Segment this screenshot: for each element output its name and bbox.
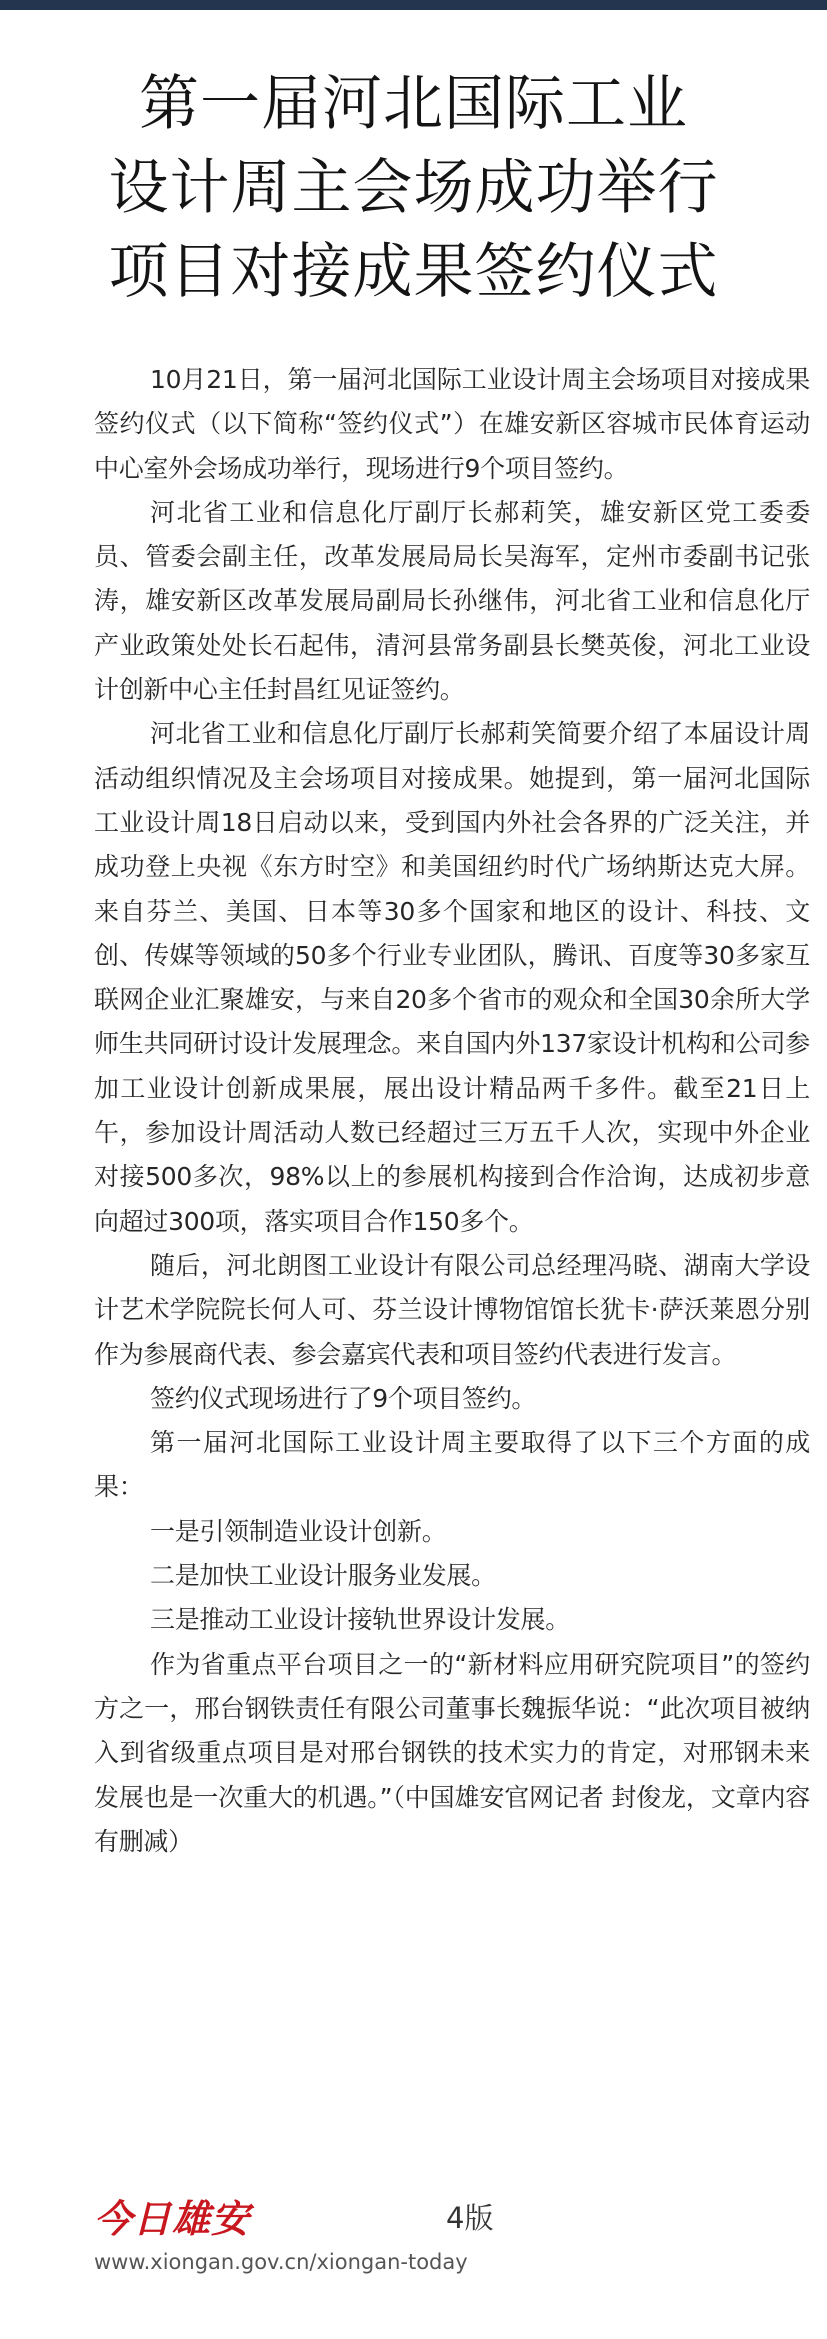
article-paragraph: 二是加快工业设计服务业发展。 (150, 1561, 496, 1591)
article-paragraph: 10月21日，第一届河北国际工业设计周主会场项目对接成果签约仪式（以下简称“签约仪式”）在雄安新区容城市民体育运动中心室外会场成功举行，现场进行9个项目签约。 (94, 365, 810, 483)
title-line-2: 设计周主会场成功举行 (108, 153, 719, 223)
article-paragraph: 河北省工业和信息化厅副厅长郝莉笑简要介绍了本届设计周活动组织情况及主会场项目对接成果。她提到，第一届河北国际工业设计周18日启动以来，受到国内外社会各界的广泛关注，并成功登上央视《东方时空》和美国纽约时代广场纳斯达克大屏。来自芬兰、美国、日本等30多个国家和地区的设计、科技、文创、传媒等领域的50多个行业专业团队，腾讯、百度等30多家互联网企业汇聚雄安，与来自20多个省市的观众和全国30余所大学师生共同研讨设计发展理念。来自国内外137家设计机构和公司参加工业设计创新成果展，展出设计精品两千多件。截至21日上午，参加设计周活动人数已经超过三万五千人次，实现中外企业对接500多次，98%以上的参展机构接到合作洽询，达成初步意向超过300项，落实项目合作150多个。 (94, 719, 810, 1236)
article-paragraph: 第一届河北国际工业设计周主要取得了以下三个方面的成果： (94, 1428, 810, 1502)
article-paragraph: 随后，河北朗图工业设计有限公司总经理冯晓、湖南大学设计艺术学院院长何人可、芬兰设计博物馆馆长犹卡·萨沃莱恩分别作为参展商代表、参会嘉宾代表和项目签约代表进行发言。 (94, 1250, 810, 1369)
top-accent-bar (0, 0, 827, 10)
article-paragraph: 河北省工业和信息化厅副厅长郝莉笑，雄安新区党工委委员、管委会副主任，改革发展局局长吴海军，定州市委副书记张涛，雄安新区改革发展局副局长孙继伟，河北省工业和信息化厅产业政策处处长石起伟，清河县常务副县长樊英俊，河北工业设计创新中心主任封昌红见证签约。 (94, 497, 810, 705)
page-title (40, 62, 787, 314)
title-line-3: 项目对接成果签约仪式 (108, 237, 719, 307)
article-paragraph: 三是推动工业设计接轨世界设计发展。 (150, 1605, 570, 1635)
title-line-1: 第一届河北国际工业 (139, 69, 688, 139)
website-url[interactable]: www.xiongan.gov.cn/xiongan-today (94, 2250, 468, 2274)
article-body (94, 358, 810, 1864)
page-footer (94, 2196, 794, 2306)
article-paragraph: 作为省重点平台项目之一的“新材料应用研究院项目”的签约方之一，邢台钢铁责任有限公司董事长魏振华说：“此次项目被纳入到省级重点项目是对邢台钢铁的技术实力的肯定，对邢钢未来发展也是一次重大的机遇。”（中国雄安官网记者 封俊龙，文章内容有删减） (94, 1649, 810, 1856)
newspaper-logo: 今日雄安 (94, 2196, 251, 2241)
article-paragraph: 签约仪式现场进行了9个项目签约。 (150, 1383, 537, 1413)
page-number: 4版 (446, 2201, 494, 2235)
article-paragraph: 一是引领制造业设计创新。 (150, 1516, 447, 1546)
